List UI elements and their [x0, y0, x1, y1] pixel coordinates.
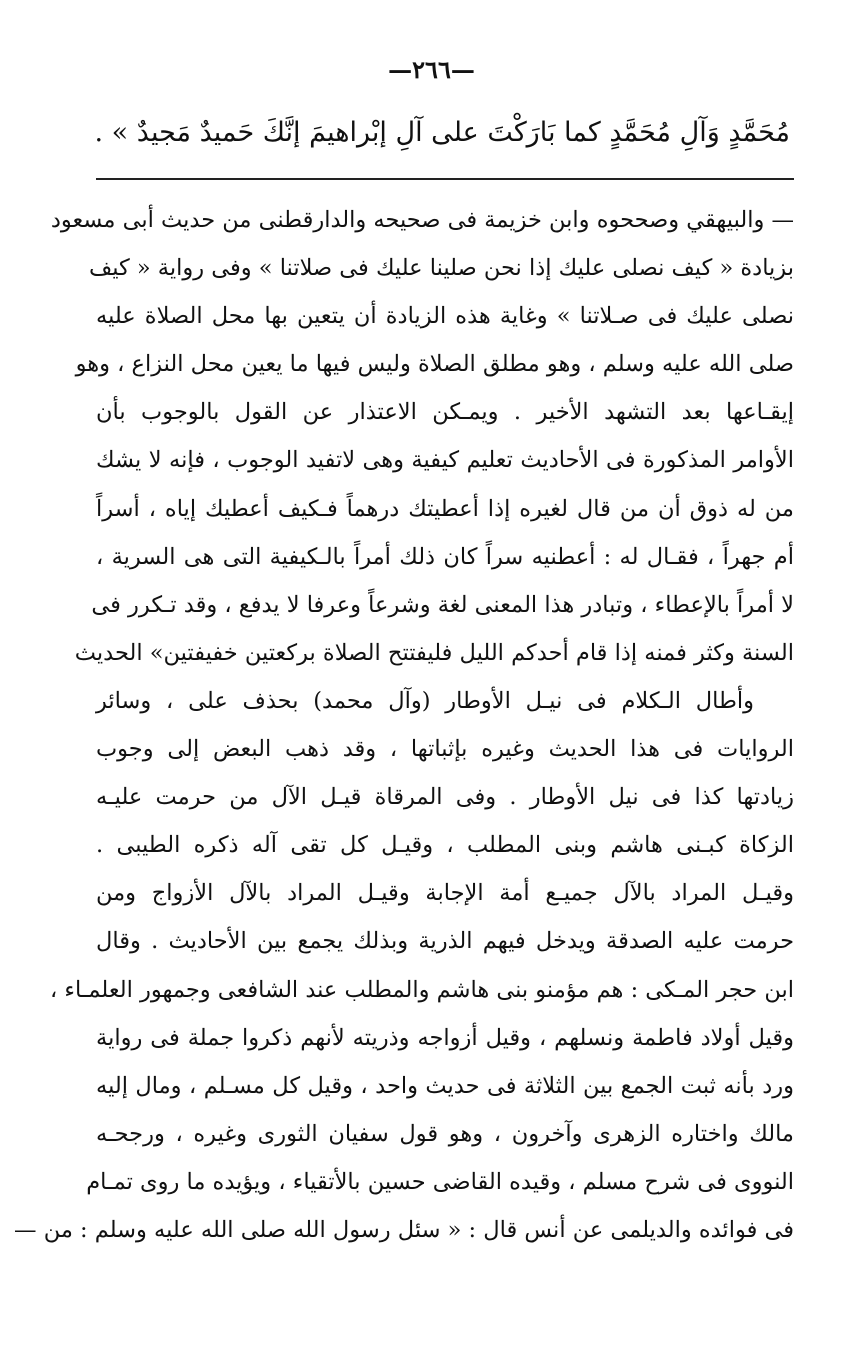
footnote-block [14, 196, 794, 1254]
footnote-line: حرمت عليه الصدقة ويدخل فيهم الذرية وبذلك يجمع بين الأحاديث . وقال [96, 928, 794, 955]
footnote-line: إيقـاعها بعد التشهد الأخير . ويمـكن الاعتذار عن القول بالوجوب بأن [96, 399, 794, 426]
footnote-line: وقيـل المراد بالآل جميـع أمة الإجابة وقيـل المراد بالآل الأزواج ومن [96, 880, 794, 907]
footnote-separator [96, 178, 794, 180]
footnote-line: نصلى عليك فى صـلاتنا » وغاية هذه الزيادة أن يتعين بها محل الصلاة عليه [96, 303, 794, 330]
main-text-line: مُحَمَّدٍ وَآلِ مُحَمَّدٍ كما بَارَكْتَ على آلِ إبْراهيمَ إنَّكَ حَميدٌ مَجيدٌ » . [94, 117, 790, 148]
footnote-line: ورد بأنه ثبت الجمع بين الثلاثة فى حديث واحد ، وقيل كل مسـلم ، ومال إليه [96, 1072, 794, 1099]
footnote-line: وقيل أولاد فاطمة ونسلهم ، وقيل أزواجه وذريته لأنهم ذكروا جملة فى رواية [96, 1024, 794, 1051]
page-number: —٢٦٦— [388, 55, 475, 84]
footnote-line: النووى فى شرح مسلم ، وقيده القاضى حسين بالأتقياء ، ويؤيده ما روى تمـام [86, 1168, 794, 1195]
footnote-line: الأوامر المذكورة فى الأحاديث تعليم كيفية وهى لاتفيد الوجوب ، فإنه لا يشك [96, 447, 794, 474]
footnote-line: أم جهراً ، فقـال له : أعطنيه سراً كان ذلك أمراً بالـكيفية التى هى السرية ، [96, 543, 794, 570]
footnote-line: زيادتها كذا فى نيل الأوطار . وفى المرقاة قيـل الآل من حرمت عليـه [96, 784, 794, 811]
footnote-line: السنة وكثر فمنه إذا قام أحدكم الليل فليفتتح الصلاة بركعتين خفيفتين» الحديث [74, 639, 794, 666]
footnote-line: مالك واختاره الزهرى وآخرون ، وهو قول سفيان الثورى وغيره ، ورجحـه [96, 1120, 794, 1147]
footnote-line: ابن حجر المـكى : هم مؤمنو بنى هاشم والمطلب عند الشافعى وجمهور العلمـاء ، [49, 976, 794, 1003]
footnote-line: وأطال الـكلام فى نيـل الأوطار (وآل محمد) بحذف على ، وسائر [96, 687, 754, 714]
footnote-line: بزيادة « كيف نصلى عليك إذا نحن صلينا عليك فى صلاتنا » وفى رواية « كيف [88, 255, 794, 282]
footnote-line: الروايات فى هذا الحديث وغيره بإثباتها ، وقد ذهب البعض إلى وجوب [96, 736, 794, 763]
footnote-line: — والبيهقي وصححوه وابن خزيمة فى صحيحه والدارقطنى من حديث أبى مسعود [50, 207, 794, 233]
footnote-line: فى فوائده والديلمى عن أنس قال : « سئل رسول الله صلى الله عليه وسلم : من — [14, 1216, 794, 1243]
footnote-line: صلى الله عليه وسلم ، وهو مطلق الصلاة وليس فيها ما يعين محل النزاع ، وهو [75, 351, 794, 378]
footnote-line: لا أمراً بالإعطاء ، وتبادر هذا المعنى لغة وشرعاً وعرفا لا يدفع ، وقد تـكرر فى [91, 591, 794, 618]
footnote-line: من له ذوق أن من قال لغيره إذا أعطيتك درهماً فـكيف أعطيك إياه ، أسراً [96, 495, 794, 522]
footnote-line: الزكاة كبـنى هاشم وبنى المطلب ، وقيـل كل تقى آله ذكره الطيبى . [96, 832, 794, 859]
